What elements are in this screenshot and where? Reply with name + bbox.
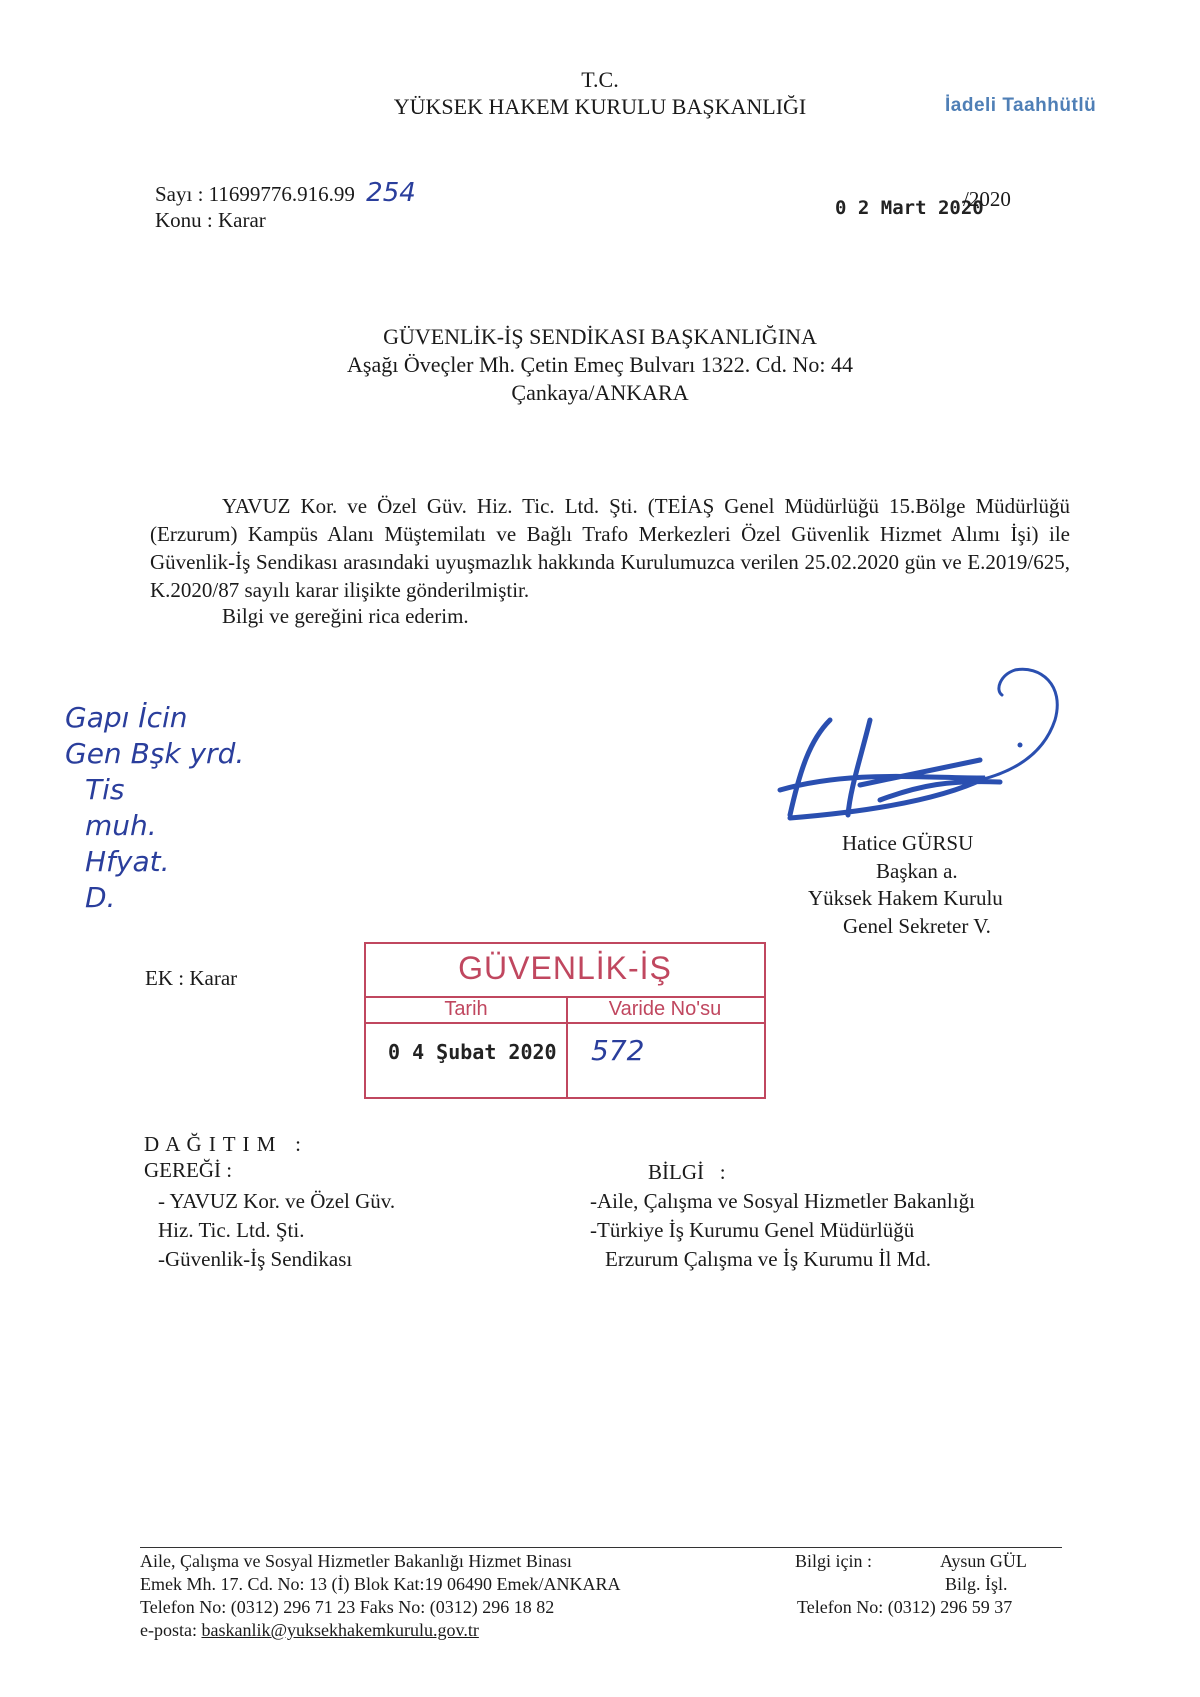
handwritten-line: Gen Bşk yrd. — [65, 737, 245, 770]
geregi-label: GEREĞİ : — [144, 1158, 233, 1182]
bilgi-item: Erzurum Çalışma ve İş Kurumu İl Md. — [605, 1247, 932, 1271]
body-paragraph-text: YAVUZ Kor. ve Özel Güv. Hiz. Tic. Ltd. Şti. (TEİAŞ Genel Müdürlüğü 15.Bölge Müdürlüğü (Erzurum) Kampüs Alanı Müştemilatı ve Bağlı Trafo Merkezleri Özel Güvenlik Hizmet Alımı İşi) ile Güvenlik-İş Sendikası arasındaki uyuşmazlık hakkında Kurulumuzca verilen 25.02.2020 gün ve E.2019/625, K.2020/87 sayılı karar ilişikte gönderilmiştir. — [150, 494, 1070, 602]
bilgi-label: BİLGİ : — [648, 1160, 726, 1184]
handwritten-line: Tis — [85, 773, 125, 806]
receipt-varide-label: Varide No'su — [608, 998, 722, 1020]
handwritten-line: D. — [85, 881, 116, 914]
handwritten-line: Gapı İcin — [65, 701, 188, 734]
footer-email-row — [140, 1619, 620, 1642]
footer-email-link[interactable]: baskanlik@yuksekhakemkurulu.gov.tr — [201, 1620, 479, 1640]
recipient-address: Aşağı Öveçler Mh. Çetin Emeç Bulvarı 1322. Cd. No: 44 — [347, 352, 853, 377]
geregi-list — [158, 1187, 395, 1274]
signer-name: Hatice GÜRSU — [842, 831, 974, 855]
footer-email-label: e-posta: — [140, 1620, 197, 1640]
bilgi-item: -Türkiye İş Kurumu Genel Müdürlüğü — [590, 1218, 915, 1242]
ek-label: EK — [145, 966, 173, 990]
footer-address — [140, 1550, 620, 1642]
footer-info-label: Bilgi için : — [795, 1551, 873, 1571]
footer-address-line: Aile, Çalışma ve Sosyal Hizmetler Bakanlığı Hizmet Binası — [140, 1551, 572, 1571]
konu-label: Konu — [155, 208, 202, 232]
iadeli-taahhutlu-stamp: İadeli Taahhütlü — [945, 95, 1097, 116]
geregi-item: Hiz. Tic. Ltd. Şti. — [158, 1218, 305, 1242]
header-institution: YÜKSEK HAKEM KURULU BAŞKANLIĞI — [393, 94, 807, 119]
footer-phone: Telefon No: (0312) 296 71 23 Faks No: (0312) 296 18 82 — [140, 1597, 555, 1617]
konu-value: : Karar — [206, 208, 266, 232]
bilgi-item: -Aile, Çalışma ve Sosyal Hizmetler Bakanlığı — [590, 1189, 975, 1213]
ek-value: : Karar — [178, 966, 238, 990]
date-printed: /2020 — [963, 187, 1011, 211]
sayi-label: Sayı — [155, 182, 193, 206]
body-closing: Bilgi ve gereğini rica ederim. — [222, 604, 469, 628]
konu-row — [155, 207, 266, 234]
sayi-row — [155, 180, 416, 208]
geregi-item: - YAVUZ Kor. ve Özel Güv. — [158, 1189, 396, 1213]
sayi-value: : 11699776.916.99 — [197, 182, 355, 206]
receipt-varide-no: 572 — [591, 1034, 645, 1067]
footer-address-line: Emek Mh. 17. Cd. No: 13 (İ) Blok Kat:19 06490 Emek/ANKARA — [140, 1574, 621, 1594]
signer-title-3: Genel Sekreter V. — [843, 914, 991, 938]
receipt-stamp-title: GÜVENLİK-İŞ — [458, 950, 672, 986]
footer-info-name: Aysun GÜL — [940, 1551, 1027, 1571]
recipient-name: GÜVENLİK-İŞ SENDİKASI BAŞKANLIĞINA — [383, 324, 817, 349]
distribution-heading: D A Ğ I T I M : — [144, 1132, 302, 1156]
ek-row — [145, 965, 237, 992]
signer-title-2: Yüksek Hakem Kurulu — [808, 886, 1003, 910]
handwritten-line: muh. — [85, 809, 157, 842]
signature-drawing — [770, 660, 1070, 840]
receipt-stamp — [364, 942, 766, 1099]
body-paragraph — [150, 492, 1070, 604]
receipt-tarih-label: Tarih — [444, 998, 488, 1020]
handwritten-line: Hfyat. — [85, 845, 170, 878]
bilgi-list — [590, 1187, 975, 1274]
sayi-handwritten: 254 — [366, 178, 416, 208]
footer-info-phone: Telefon No: (0312) 296 59 37 — [797, 1597, 1013, 1617]
handwritten-note — [65, 700, 244, 916]
recipient-city: Çankaya/ANKARA — [511, 380, 689, 405]
date-stamp: 0 2 Mart 2020 — [835, 197, 984, 219]
geregi-item: -Güvenlik-İş Sendikası — [158, 1247, 353, 1271]
signer-title-1: Başkan a. — [876, 859, 958, 883]
footer-info-title: Bilg. İşl. — [945, 1574, 1008, 1594]
receipt-date: 0 4 Şubat 2020 — [388, 1040, 557, 1064]
header-line-tc: T.C. — [581, 67, 619, 92]
footer-divider — [140, 1547, 1062, 1548]
